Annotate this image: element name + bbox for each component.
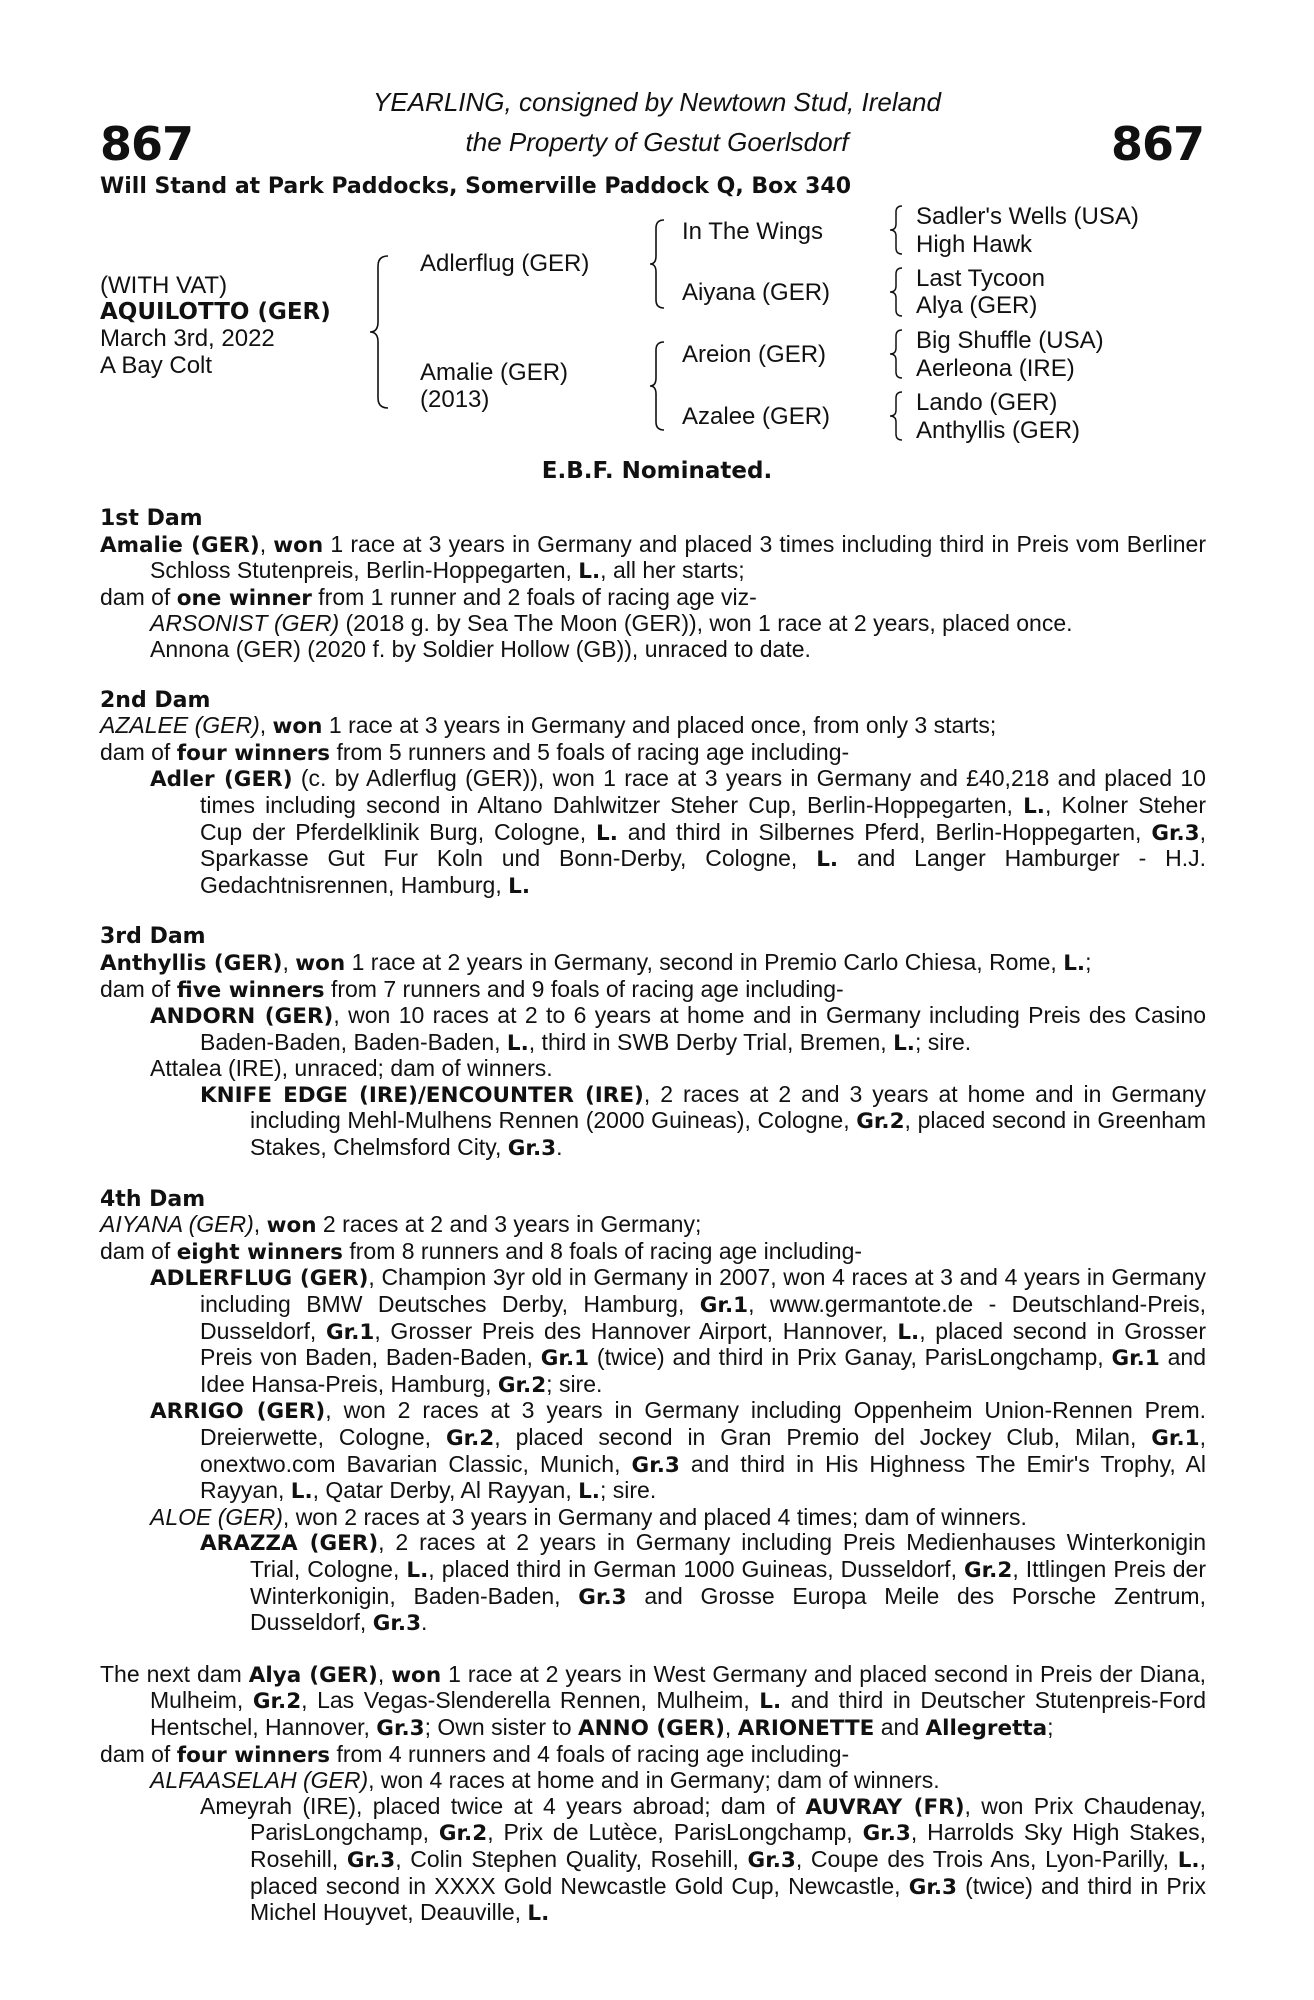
listed-mark: L. — [578, 559, 601, 585]
dam4-name: AIYANA (GER) — [100, 1211, 254, 1238]
dam-of-label: dam of — [100, 583, 177, 610]
next-dam-label: The next dam — [100, 1660, 249, 1687]
winner-count: one winner — [176, 585, 312, 611]
listed-mark: L. — [1177, 1847, 1200, 1873]
catalogue-body — [100, 506, 1206, 1927]
produce-text: , placed second in XXXX Gold Newcastle Gold Cup, Newcastle, — [250, 1845, 1206, 1899]
listed-mark: L. — [1023, 793, 1045, 819]
listed-mark: L. — [527, 1901, 550, 1927]
group-mark: Gr.3 — [578, 1584, 627, 1610]
sibling-name: ARIONETTE — [737, 1715, 875, 1741]
dam-of-label: dam of — [100, 1740, 177, 1767]
group-mark: Gr.2 — [252, 1689, 302, 1715]
produce-text: . — [421, 1609, 428, 1636]
sire-dam-sire: Last Tycoon — [916, 265, 1045, 292]
sire-sire-dam: High Hawk — [916, 231, 1033, 258]
ebf-nominated: E.B.F. Nominated. — [541, 458, 773, 484]
produce-text: , Harrolds Sky High Stakes, Rosehill, — [250, 1819, 1206, 1872]
dam-sire-dam: Aerleona (IRE) — [916, 355, 1075, 382]
produce-name: ALFAASELAH (GER) — [150, 1767, 369, 1794]
stand-location: Will Stand at Park Paddocks, Somerville Paddock Q, Box 340 — [100, 174, 852, 199]
produce-text: , Qatar Derby, Al Rayyan, — [312, 1477, 579, 1504]
dam3-produce-summary — [100, 977, 1206, 1004]
group-mark: Gr.1 — [326, 1319, 375, 1345]
horse-description: A Bay Colt — [100, 352, 213, 379]
dam-sire: Areion (GER) — [682, 341, 827, 368]
group-mark: Gr.2 — [856, 1109, 905, 1135]
produce-text: , won Prix Chaudenay, ParisLongchamp, — [250, 1792, 1206, 1846]
group-mark: Gr.1 — [699, 1293, 749, 1319]
property-line: the Property of Gestut Goerlsdorf — [465, 127, 849, 157]
produce-text: , Sparkasse Gut Fur Koln und Bonn-Derby, Cologne, — [200, 818, 1207, 872]
listed-mark: L. — [596, 820, 618, 846]
produce-text: , Colin Stephen Quality, Rosehill, — [395, 1845, 748, 1872]
sibling-name: Allegretta — [925, 1715, 1048, 1741]
produce-text: Ameyrah (IRE), placed twice at 4 years abroad; dam of — [200, 1792, 806, 1819]
dam4-record: AIYANA (GER), won 2 races at 2 and 3 years in Germany; — [100, 1211, 702, 1239]
dam2-produce-adler — [100, 766, 1206, 899]
horse-name: AQUILOTTO (GER) — [100, 299, 331, 325]
produce-text: from 5 runners and 5 foals of racing age including- — [330, 738, 850, 765]
produce-text: , Grosser Preis des Hannover Airport, Hannover, — [374, 1317, 898, 1344]
sire-dam: Aiyana (GER) — [682, 279, 831, 306]
sire-sire: In The Wings — [682, 218, 823, 245]
produce-text: , Kolner Steher Cup der Pferdelklinik Burg, Cologne, — [200, 791, 1207, 845]
produce-name: ARSONIST (GER) — [150, 610, 340, 637]
produce-text: , placed second in Grosser Preis von Baden, Baden-Baden, — [200, 1317, 1206, 1371]
sire: Adlerflug (GER) — [420, 250, 590, 277]
dam-dam-sire: Lando (GER) — [916, 389, 1058, 416]
group-mark: Gr.2 — [445, 1426, 495, 1451]
produce-text: , placed second in Gran Premio del Jockey Club, Milan, — [494, 1424, 1152, 1450]
next-dam-text: ; Own sister to — [424, 1713, 578, 1740]
brace-3d — [888, 390, 906, 442]
dam3-record: Anthyllis (GER), won 1 race at 2 years in Germany, second in Premio Carlo Chiesa, Rome, L.; — [100, 948, 1092, 976]
dam2-text: 1 race at 3 years in Germany and placed once, from only 3 starts; — [322, 712, 997, 739]
brace-3c — [888, 328, 906, 380]
group-mark: Gr.1 — [1111, 1346, 1160, 1372]
brace-3b — [888, 266, 906, 318]
produce-text: , Coupe des Trois Ans, Lyon-Parilly, — [795, 1845, 1178, 1872]
sibling-name: ANNO (GER) — [577, 1715, 725, 1741]
dam2-heading: 2nd Dam — [100, 687, 211, 713]
dam4-produce-arrigo — [100, 1398, 1206, 1504]
group-mark: Gr.3 — [372, 1611, 422, 1637]
winner-count: eight winners — [176, 1239, 343, 1265]
group-mark: Gr.3 — [376, 1715, 425, 1741]
produce-name: AUVRAY (FR) — [805, 1794, 965, 1820]
listed-mark: L. — [290, 1479, 313, 1505]
listed-mark: L. — [1063, 950, 1086, 976]
produce-name: Adler (GER) — [150, 767, 293, 793]
dam-of-label: dam of — [100, 1237, 177, 1264]
produce-text: , onextwo.com Bavarian Classic, Munich, — [200, 1424, 1206, 1477]
next-dam-name: Alya (GER) — [248, 1662, 378, 1688]
dam1-name: Amalie (GER) — [100, 532, 260, 558]
dam1-produce-1 — [100, 611, 1206, 637]
dam1-produce-2: Annona (GER) (2020 f. by Soldier Hollow (GB)), unraced to date. — [150, 635, 811, 662]
produce-text: , Champion 3yr old in Germany in 2007, won 4 races at 3 and 4 years in Germany including BMW Deutsches Derby, Hamburg, — [200, 1264, 1206, 1318]
next-dam-grandproduce-ameyrah — [100, 1794, 1206, 1927]
sire-sire-sire: Sadler's Wells (USA) — [916, 203, 1139, 230]
lot-number-left: 867 — [100, 117, 194, 171]
dam-of-label: dam of — [100, 738, 177, 765]
dam3-produce-andorn — [100, 1003, 1206, 1056]
listed-mark: L. — [506, 1030, 529, 1056]
dam1-produce-summary — [100, 585, 1206, 612]
listed-mark: L. — [816, 847, 839, 873]
produce-text: , won 2 races at 3 years in Germany and placed 4 times; dam of winners. — [282, 1503, 1027, 1530]
group-mark: Gr.1 — [540, 1346, 590, 1372]
winner-count: four winners — [176, 1742, 331, 1768]
group-mark: Gr.3 — [507, 1136, 557, 1162]
produce-text: . — [556, 1134, 563, 1161]
dam-of-label: dam of — [100, 975, 177, 1002]
produce-text: ; sire. — [599, 1477, 657, 1504]
listed-mark: L. — [759, 1689, 782, 1715]
dam3-grandproduce-knife-edge — [100, 1082, 1206, 1162]
horse-dob: March 3rd, 2022 — [100, 325, 275, 352]
dam-sire-sire: Big Shuffle (USA) — [916, 327, 1104, 354]
group-mark: Gr.2 — [438, 1821, 488, 1847]
dam2-won: won — [272, 714, 323, 740]
dam: Amalie (GER) — [420, 359, 569, 386]
dam3-text: ; — [1085, 948, 1092, 975]
group-mark: Gr.3 — [346, 1847, 396, 1873]
produce-text: from 4 runners and 4 foals of racing age including- — [330, 1740, 850, 1767]
produce-text: and Langer Hamburger - H.J. Gedachtnisrennen, Hamburg, — [200, 845, 1206, 898]
consignment-header — [0, 82, 1314, 162]
produce-text: , won 10 races at 2 to 6 years at home and in Germany including Preis des Casino Baden-Baden, Baden-Baden, — [200, 1002, 1206, 1055]
dam4-grandproduce-arazza — [100, 1530, 1206, 1636]
next-dam-text: , Las Vegas-Slenderella Rennen, Mulheim, — [301, 1687, 760, 1714]
listed-mark: L. — [508, 873, 530, 899]
dam3-won: won — [295, 950, 346, 976]
dam2-name: AZALEE (GER) — [100, 712, 260, 739]
produce-text: , 2 races at 2 years in Germany including Preis Medienhauses Winterkonigin Trial, Cologne, — [250, 1529, 1206, 1582]
produce-text: , Ittlingen Preis der Winterkonigin, Baden-Baden, — [250, 1555, 1207, 1609]
produce-text: , placed third in German 1000 Guineas, Dusseldorf, — [428, 1555, 964, 1582]
dam-dam: Azalee (GER) — [682, 403, 831, 430]
dam1-heading: 1st Dam — [100, 506, 203, 531]
dam4-produce-adlerflug — [100, 1265, 1206, 1398]
brace-1 — [368, 254, 392, 410]
produce-text: , Prix de Lutèce, ParisLongchamp, — [487, 1819, 863, 1846]
dam4-text: 2 races at 2 and 3 years in Germany; — [316, 1211, 702, 1238]
group-mark: Gr.3 — [908, 1874, 957, 1900]
produce-text: , won 4 races at home and in Germany; dam of winners. — [368, 1767, 940, 1794]
next-dam-text: 1 race at 2 years in West Germany and placed second in Preis der Diana, Mulheim, — [150, 1660, 1206, 1714]
produce-name: ANDORN (GER) — [150, 1004, 334, 1030]
brace-2b — [648, 340, 668, 432]
produce-name: KNIFE EDGE (IRE)/ENCOUNTER (IRE) — [200, 1082, 644, 1108]
winner-count: five winners — [176, 977, 325, 1003]
produce-name: ARRIGO (GER) — [150, 1399, 326, 1425]
next-dam-text: ; — [1047, 1713, 1054, 1740]
produce-text: ; sire. — [546, 1370, 603, 1397]
dam3-name: Anthyllis (GER) — [100, 950, 283, 976]
next-dam-record: The next dam Alya (GER), won 1 race at 2 years in West Germany and placed second in Preis der Diana, Mulheim, Gr.2, Las Vegas-Slenderella Rennen, Mulheim, L. and third in Deutscher Stutenpreis-Ford Hentschel, Hannover, Gr.3; Own sister to ANNO (GER), ARIONETTE and Allegretta; — [100, 1660, 1206, 1741]
listed-mark: L. — [893, 1030, 915, 1056]
produce-text: ; sire. — [914, 1028, 972, 1055]
produce-text: from 1 runner and 2 foals of racing age viz- — [311, 583, 757, 610]
produce-text: and Grosse Europa Meile des Porsche Zentrum, Dusseldorf, — [250, 1582, 1206, 1636]
produce-text: from 7 runners and 9 foals of racing age including- — [324, 975, 844, 1002]
next-dam-text: and — [874, 1713, 926, 1740]
group-mark: Gr.1 — [1151, 1426, 1200, 1451]
dam4-heading: 4th Dam — [100, 1186, 206, 1212]
next-dam-produce-summary — [100, 1742, 1206, 1769]
sire-dam-dam: Alya (GER) — [916, 292, 1038, 319]
group-mark: Gr.3 — [631, 1452, 680, 1478]
produce-text: and third in Silbernes Pferd, Berlin-Hoppegarten, — [617, 818, 1152, 845]
group-mark: Gr.3 — [747, 1847, 796, 1873]
group-mark: Gr.2 — [964, 1557, 1013, 1583]
dam1-text: 1 race at 3 years in Germany and placed 3 times including third in Preis vom Berliner Schloss Stutenpreis, Berlin-Hoppegarten, — [150, 530, 1207, 584]
dam3-produce-attalea: Attalea (IRE), unraced; dam of winners. — [150, 1055, 553, 1082]
group-mark: Gr.2 — [497, 1372, 547, 1398]
produce-text: , www.germantote.de - Deutschland-Preis, Dusseldorf, — [200, 1291, 1206, 1344]
listed-mark: L. — [578, 1479, 600, 1505]
consignment-line: YEARLING, consigned by Newtown Stud, Ireland — [373, 87, 941, 117]
group-mark: Gr.3 — [862, 1821, 911, 1847]
dam3-heading: 3rd Dam — [100, 924, 206, 950]
dam1-record: Amalie (GER), won 1 race at 3 years in Germany and placed 3 times including third in Preis vom Berliner Schloss Stutenpreis, Berlin-Hoppegarten, L., all her starts; — [100, 530, 1207, 585]
dam2-record: AZALEE (GER), won 1 race at 3 years in Germany and placed once, from only 3 starts; — [100, 712, 997, 740]
listed-mark: L. — [897, 1319, 920, 1345]
produce-text: (c. by Adlerflug (GER)), won 1 race at 3 years in Germany and £40,218 and placed 10 times including second in Altano Dahlwitzer Steher Cup, Berlin-Hoppegarten, — [200, 765, 1206, 818]
produce-text: and Idee Hansa-Preis, Hamburg, — [200, 1344, 1206, 1397]
produce-name: ADLERFLUG (GER) — [150, 1266, 369, 1292]
next-dam-text: , — [724, 1713, 732, 1740]
dam4-produce-summary — [100, 1239, 1206, 1266]
next-dam-won: won — [391, 1662, 442, 1688]
produce-text: , third in SWB Derby Trial, Bremen, — [528, 1028, 894, 1055]
produce-text: (twice) and third in Prix Ganay, ParisLongchamp, — [589, 1344, 1112, 1371]
produce-text: and third in His Highness The Emir's Trophy, Al Rayyan, — [200, 1450, 1206, 1504]
produce-text: (twice) and third in Prix Michel Houyvet, Deauville, — [250, 1872, 1206, 1926]
produce-text: , 2 races at 2 and 3 years at home and in Germany including Mehl-Mulhens Rennen (2000 Guineas), Cologne, — [250, 1080, 1206, 1134]
listed-mark: L. — [406, 1557, 429, 1583]
dam2-produce-summary — [100, 740, 1206, 767]
produce-text: from 8 runners and 8 foals of racing age including- — [342, 1237, 863, 1264]
next-dam-produce-alfaaselah — [100, 1768, 1206, 1794]
dam3-text: 1 race at 2 years in Germany, second in Premio Carlo Chiesa, Rome, — [345, 948, 1064, 975]
produce-text: (2018 g. by Sea The Moon (GER)), won 1 race at 2 years, placed once. — [339, 610, 1073, 637]
dam1-won: won — [273, 532, 324, 558]
vat-note: (WITH VAT) — [100, 272, 228, 299]
lot-number-right: 867 — [1110, 117, 1204, 171]
dam-year: (2013) — [420, 386, 490, 413]
produce-text: , won 2 races at 3 years in Germany including Oppenheim Union-Rennen Prem. Dreierwette, Cologne, — [200, 1397, 1207, 1450]
produce-name: ARAZZA (GER) — [200, 1531, 379, 1557]
dam-dam-dam: Anthyllis (GER) — [916, 417, 1081, 444]
brace-3a — [888, 204, 906, 256]
group-mark: Gr.3 — [1151, 820, 1200, 846]
winner-count: four winners — [176, 740, 331, 766]
brace-2a — [648, 218, 668, 310]
produce-name: ALOE (GER) — [150, 1503, 283, 1530]
dam1-text: , all her starts; — [600, 557, 745, 584]
next-dam-text: and third in Deutscher Stutenpreis-Ford Hentschel, Hannover, — [150, 1687, 1206, 1740]
dam4-produce-aloe — [100, 1505, 1206, 1531]
produce-text: , placed second in Greenham Stakes, Chelmsford City, — [250, 1107, 1206, 1161]
dam4-won: won — [266, 1213, 317, 1239]
